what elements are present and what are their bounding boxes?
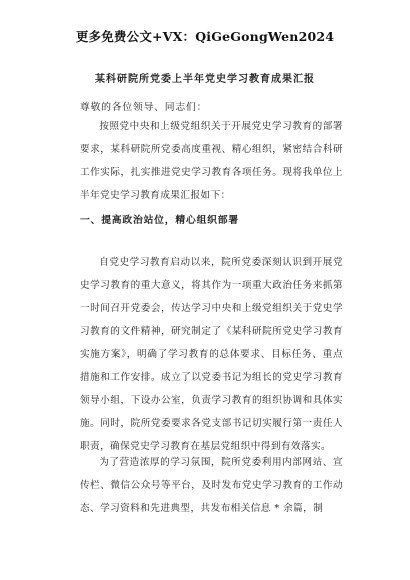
section-heading-1: 一、提高政治站位，精心组织部署 bbox=[80, 215, 239, 226]
paragraph-intro: 按照党中央和上级党组织关于开展党史学习教育的部署要求，某科研院所党委高度重视、精心组织，紧密结合科研工作实际，扎实推进党史学习教育各项任务。现将我单位上半年党史学习教育成果汇报如下： bbox=[80, 121, 343, 201]
salutation: 尊敬的各位领导、同志们： bbox=[80, 102, 208, 113]
paragraph-atmosphere: 为了营造浓厚的学习氛围，院所党委利用内部网站、宣传栏、微信公众号等平台，及时发布党史学习教育的工作动态、学习资料和先进典型，共发布相关信息 * 余篇，制 bbox=[80, 457, 343, 514]
paragraph-organization: 自党史学习教育启动以来，院所党委深刻认识到开展党史学习教育的重大意义，将其作为一项重大政治任务来抓第一时间召开党委会，传达学习中央和上级党组织关于党史学习教育的文件精神，研究制定了《某科研院所党史学习教育实施方案》，明确了学习教育的总体要求、目标任务、重点措施和工作安排。成立了以党委书记为组长的党史学习教育领导小组，下设办公室，负责学习教育的组织协调和具体实施。同时，院所党委要求各党支部书记切实履行第一责任人职责，确保党史学习教育在基层党组织中得到有效落实。 bbox=[80, 257, 343, 452]
document-title: 某科研院所党委上半年党史学习教育成果汇报 bbox=[95, 74, 315, 85]
watermark-header: 更多免费公文+VX：QiGeGongWen2024 bbox=[75, 29, 335, 44]
